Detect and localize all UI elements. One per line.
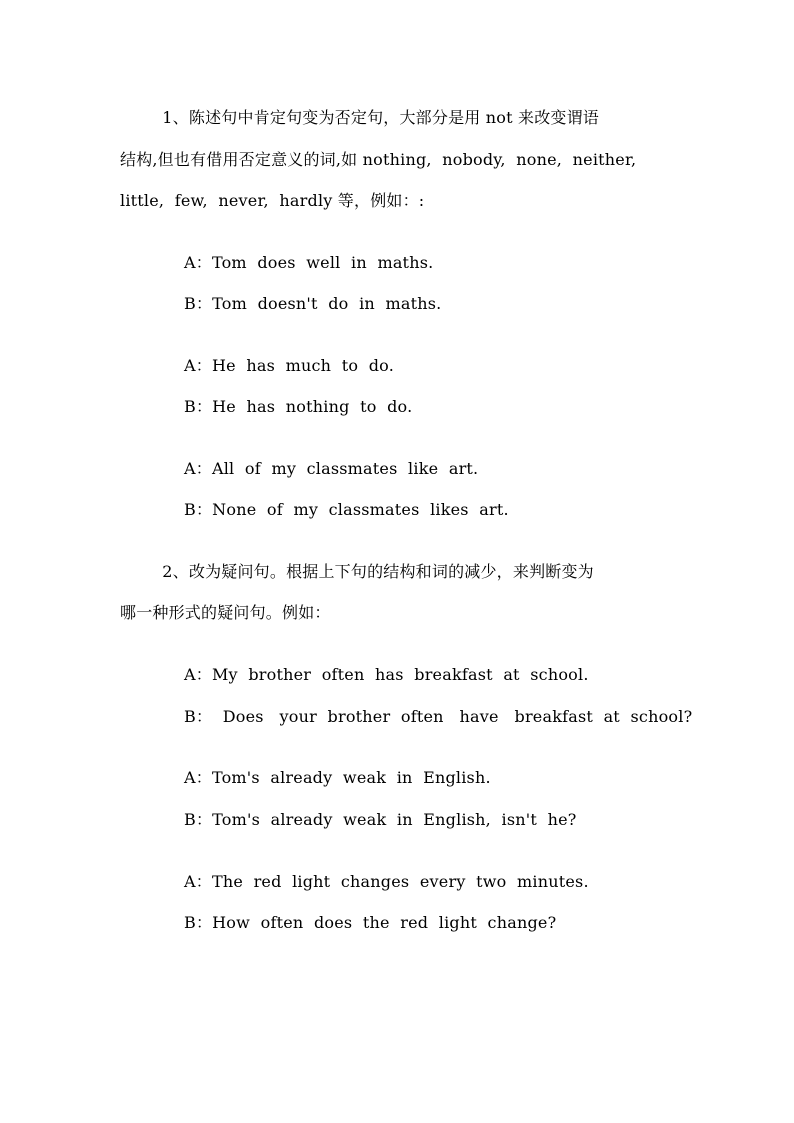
example-4-b: B： Does your brother often have breakfast at school? — [184, 707, 693, 726]
example-6-b: B：How often does the red light change? — [184, 913, 557, 932]
example-5-b: B：Tom's already weak in English, isn't he? — [184, 810, 577, 829]
section1-line-2: 结构,但也有借用否定意义的词,如 nothing, nobody, none, neither, — [120, 150, 637, 169]
example-1-b: B：Tom doesn't do in maths. — [184, 294, 442, 313]
section1-line-1: 1、陈述句中肯定句变为否定句，大部分是用 not 来改变谓语 — [120, 108, 600, 127]
section1-line-3: little, few, never, hardly 等，例如：: — [120, 191, 425, 210]
example-1-a: A：Tom does well in maths. — [184, 253, 434, 272]
section2-line-1: 2、改为疑问句。根据上下句的结构和词的减少，来判断变为 — [120, 562, 594, 581]
section2-line-2: 哪一种形式的疑问句。例如： — [120, 603, 331, 622]
example-6-a: A：The red light changes every two minutes. — [184, 872, 589, 891]
example-5-a: A：Tom's already weak in English. — [184, 768, 491, 787]
example-2-a: A：He has much to do. — [184, 356, 395, 375]
example-3-a: A：All of my classmates like art. — [184, 459, 479, 478]
example-4-a: A：My brother often has breakfast at school. — [184, 665, 589, 684]
example-3-b: B：None of my classmates likes art. — [184, 500, 509, 519]
example-2-b: B：He has nothing to do. — [184, 397, 413, 416]
